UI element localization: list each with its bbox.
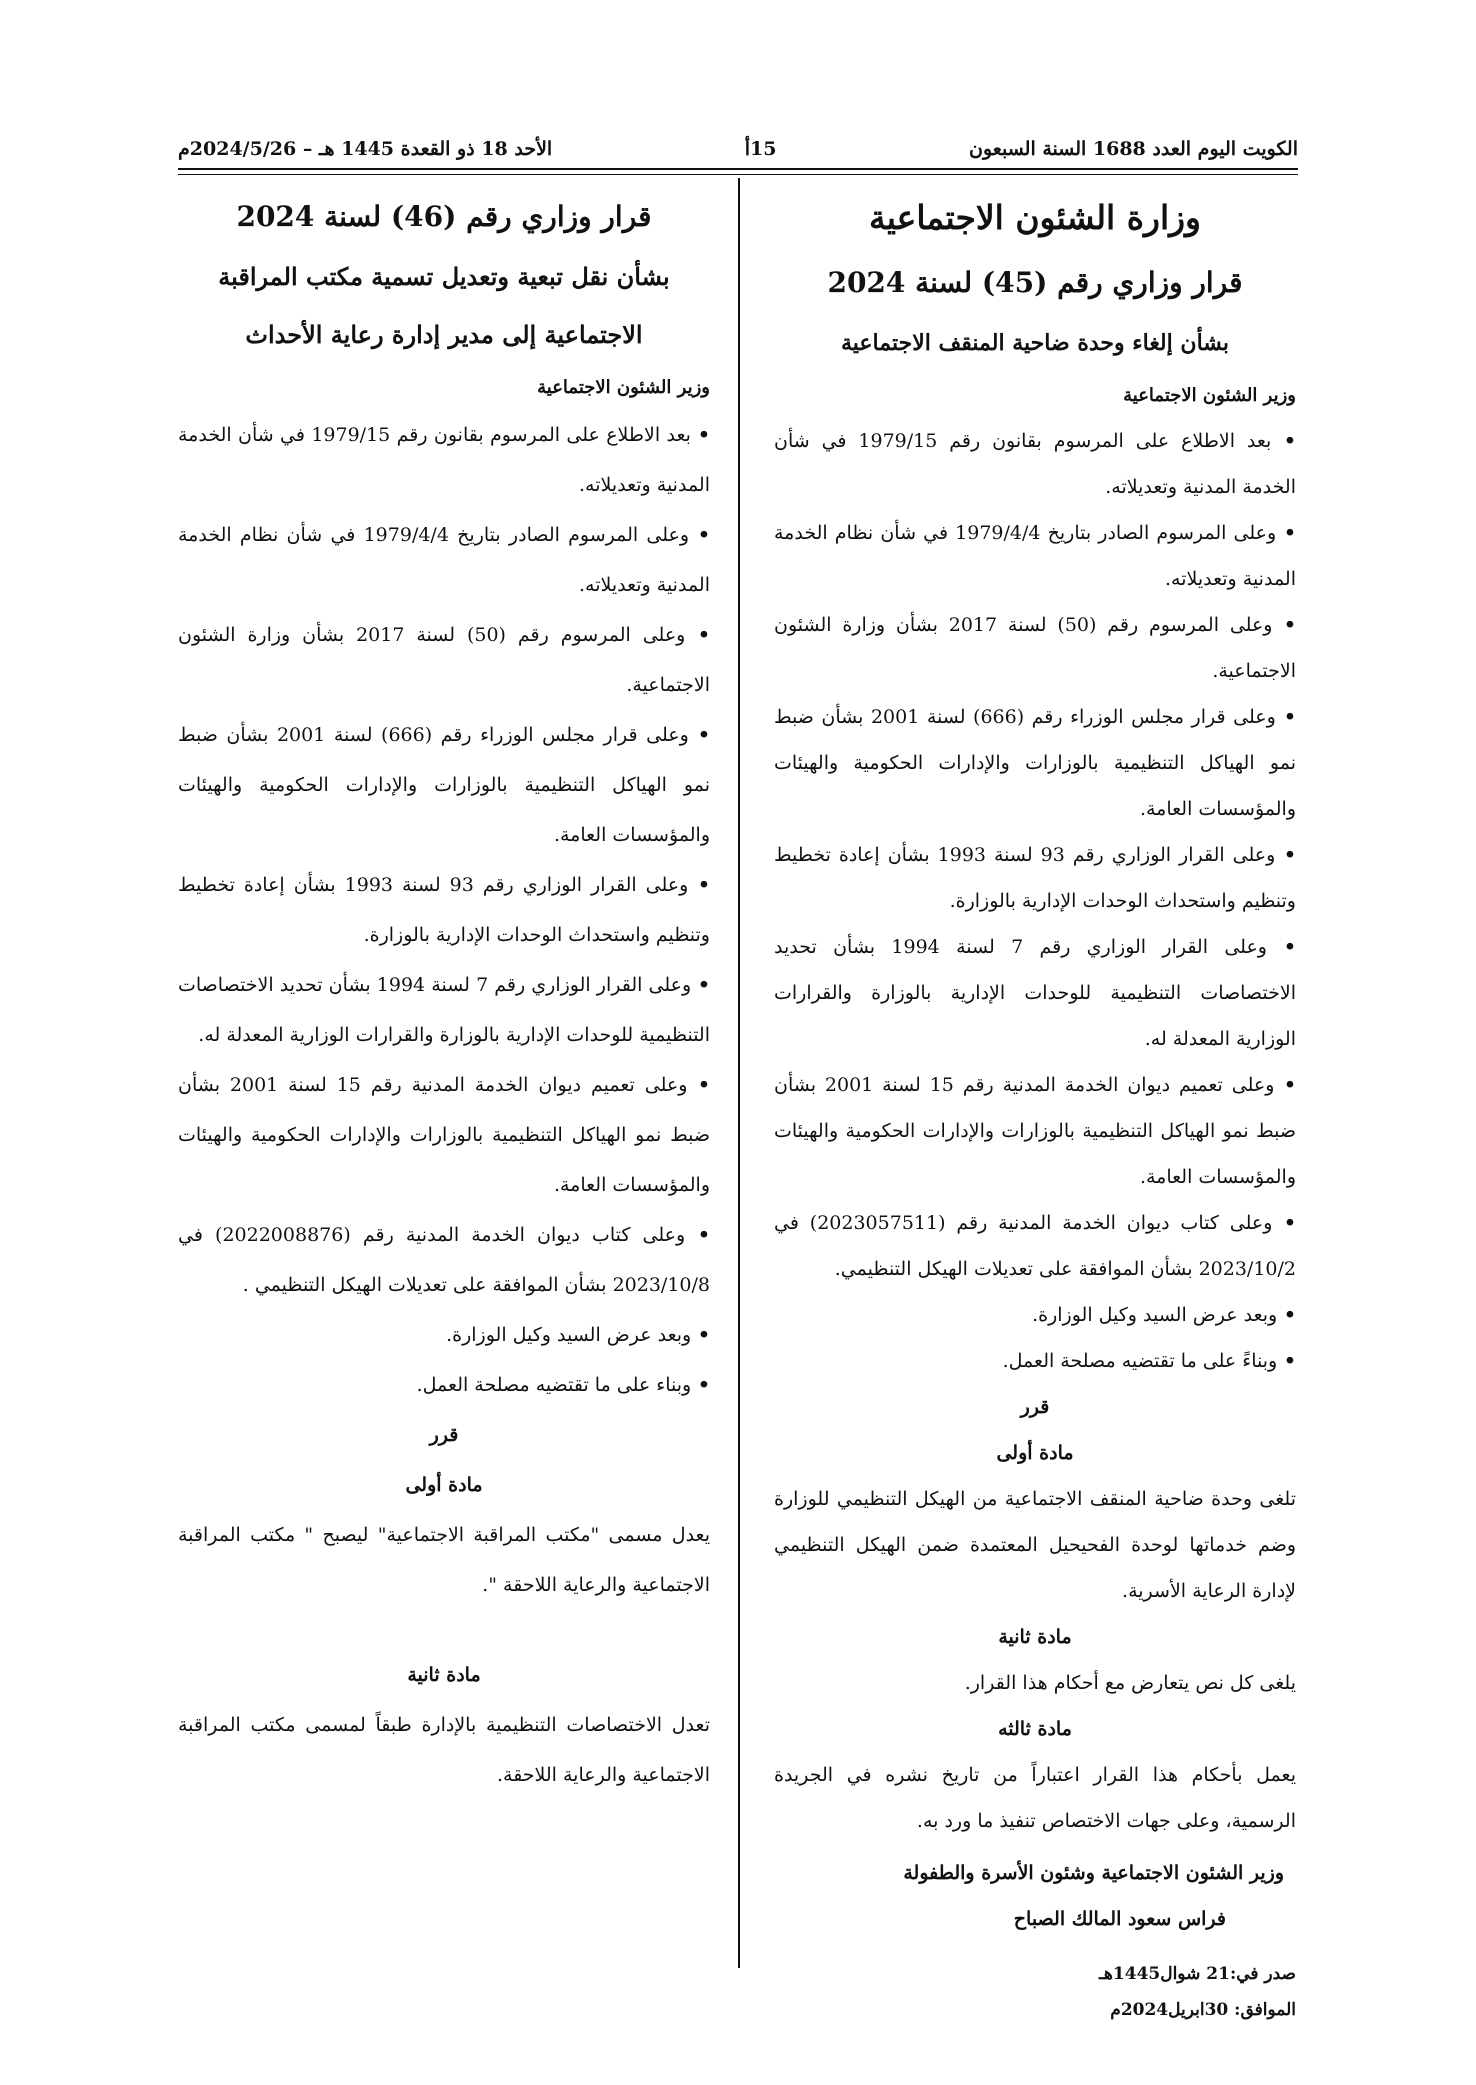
article-2-text: يلغى كل نص يتعارض مع أحكام هذا القرار. bbox=[964, 1672, 1296, 1694]
article-1-title: مادة أولى bbox=[996, 1442, 1074, 1464]
preamble-item: • وعلى كتاب ديوان الخدمة المدنية رقم (2023057511) في 2023/10/2 بشأن الموافقة على تعديلات الهيكل التنظيمي. bbox=[774, 1200, 1296, 1292]
preamble-item: • بعد الاطلاع على المرسوم بقانون رقم 1979/15 في شأن الخدمة المدنية وتعديلاته. bbox=[774, 418, 1296, 510]
decree-45-column bbox=[774, 180, 1296, 2028]
article-3-text: يعمل بأحكام هذا القرار اعتباراً من تاريخ نشره في الجريدة الرسمية، وعلى جهات الاختصاص تنفيذ ما ورد به. bbox=[774, 1764, 1296, 1832]
header-date: الأحد 18 ذو القعدة 1445 هـ – 2024/5/26م bbox=[178, 138, 553, 160]
header-rule-thin bbox=[178, 174, 1298, 175]
minister-line: وزير الشئون الاجتماعية bbox=[1123, 385, 1296, 406]
preamble-item: • وعلى القرار الوزاري رقم 7 لسنة 1994 بشأن تحديد الاختصاصات التنظيمية للوحدات الإدارية بالوزارة والقرارات الوزارية المعدلة له. bbox=[178, 960, 710, 1060]
preamble-item: • وبعد عرض السيد وكيل الوزارة. bbox=[178, 1310, 710, 1360]
preamble-item: • وعلى المرسوم رقم (50) لسنة 2017 بشأن وزارة الشئون الاجتماعية. bbox=[178, 610, 710, 710]
decided-label: قرر bbox=[429, 1424, 459, 1446]
header-issue-info: الكويت اليوم العدد 1688 السنة السبعون bbox=[969, 138, 1298, 160]
preamble-item: • وعلى كتاب ديوان الخدمة المدنية رقم (2022008876) في 2023/10/8 بشأن الموافقة على تعديلات الهيكل التنظيمي . bbox=[178, 1210, 710, 1310]
column-divider bbox=[738, 178, 740, 1968]
decree-45-title: قرار وزاري رقم (45) لسنة 2024 bbox=[827, 266, 1243, 299]
preamble-item: • وعلى القرار الوزاري رقم 93 لسنة 1993 بشأن إعادة تخطيط وتنظيم واستحداث الوحدات الإدارية بالوزارة. bbox=[774, 832, 1296, 924]
article-2-title: مادة ثانية bbox=[998, 1626, 1072, 1648]
decree-46-subject-line-1: بشأن نقل تبعية وتعديل تسمية مكتب المراقبة bbox=[218, 262, 670, 291]
preamble-item: • وعلى المرسوم الصادر بتاريخ 1979/4/4 في شأن نظام الخدمة المدنية وتعديلاته. bbox=[178, 510, 710, 610]
decree-45-subject: بشأن إلغاء وحدة ضاحية المنقف الاجتماعية bbox=[840, 330, 1230, 356]
signature-name: فراس سعود المالك الصباح bbox=[1013, 1908, 1226, 1930]
article-1-title: مادة أولى bbox=[405, 1474, 483, 1496]
decree-46-title: قرار وزاري رقم (46) لسنة 2024 bbox=[236, 200, 652, 233]
preamble-item: • وعلى القرار الوزاري رقم 7 لسنة 1994 بشأن تحديد الاختصاصات التنظيمية للوحدات الإدارية بالوزارة والقرارات الوزارية المعدلة له. bbox=[774, 924, 1296, 1062]
preamble-item: • وبعد عرض السيد وكيل الوزارة. bbox=[774, 1292, 1296, 1338]
article-1-text: تلغى وحدة ضاحية المنقف الاجتماعية من الهيكل التنظيمي للوزارة وضم خدماتها لوحدة الفحيحيل المعتمدة ضمن الهيكل التنظيمي لإدارة الرعاية الأسرية. bbox=[774, 1488, 1296, 1602]
decree-46-subject-line-2: الاجتماعية إلى مدير إدارة رعاية الأحداث bbox=[245, 320, 643, 349]
preamble-item: • وعلى تعميم ديوان الخدمة المدنية رقم 15 لسنة 2001 بشأن ضبط نمو الهياكل التنظيمية بالوزارات والإدارات الحكومية والهيئات والمؤسسات العامة. bbox=[178, 1060, 710, 1210]
spacer bbox=[178, 1610, 710, 1650]
header-page-number: 15أ bbox=[744, 138, 777, 160]
issued-date-gregorian: الموافق: 30ابريل2024م bbox=[1110, 2000, 1296, 2020]
preamble-item: • وعلى القرار الوزاري رقم 93 لسنة 1993 بشأن إعادة تخطيط وتنظيم واستحداث الوحدات الإدارية بالوزارة. bbox=[178, 860, 710, 960]
issued-date-hijri: صدر في:21 شوال1445هـ bbox=[1098, 1964, 1296, 1984]
article-2-title: مادة ثانية bbox=[407, 1664, 481, 1686]
article-2-text: تعدل الاختصاصات التنظيمية بالإدارة طبقاً لمسمى مكتب المراقبة الاجتماعية والرعاية اللاحقة. bbox=[178, 1714, 710, 1786]
decree-46-column bbox=[178, 180, 710, 1800]
decided-label: قرر bbox=[1020, 1396, 1050, 1418]
preamble-item: • وبناء على ما تقتضيه مصلحة العمل. bbox=[178, 1360, 710, 1410]
preamble-item: • وعلى المرسوم الصادر بتاريخ 1979/4/4 في شأن نظام الخدمة المدنية وتعديلاته. bbox=[774, 510, 1296, 602]
preamble-item: • وعلى تعميم ديوان الخدمة المدنية رقم 15 لسنة 2001 بشأن ضبط نمو الهياكل التنظيمية بالوزارات والإدارات الحكومية والهيئات والمؤسسات العامة. bbox=[774, 1062, 1296, 1200]
signature-title: وزير الشئون الاجتماعية وشئون الأسرة والطفولة bbox=[903, 1862, 1284, 1884]
article-1-text: يعدل مسمى "مكتب المراقبة الاجتماعية" ليصبح " مكتب المراقبة الاجتماعية والرعاية اللاحقة ". bbox=[178, 1524, 710, 1596]
preamble-item: • وعلى قرار مجلس الوزراء رقم (666) لسنة 2001 بشأن ضبط نمو الهياكل التنظيمية بالوزارات والإدارات الحكومية والهيئات والمؤسسات العامة. bbox=[178, 710, 710, 860]
preamble-item: • بعد الاطلاع على المرسوم بقانون رقم 1979/15 في شأن الخدمة المدنية وتعديلاته. bbox=[178, 410, 710, 510]
minister-line: وزير الشئون الاجتماعية bbox=[537, 377, 710, 398]
preamble-item: • وعلى المرسوم رقم (50) لسنة 2017 بشأن وزارة الشئون الاجتماعية. bbox=[774, 602, 1296, 694]
preamble-item: • وعلى قرار مجلس الوزراء رقم (666) لسنة 2001 بشأن ضبط نمو الهياكل التنظيمية بالوزارات والإدارات الحكومية والهيئات والمؤسسات العامة. bbox=[774, 694, 1296, 832]
header-rule bbox=[178, 168, 1298, 170]
preamble-item: • وبناءً على ما تقتضيه مصلحة العمل. bbox=[774, 1338, 1296, 1384]
ministry-title: وزارة الشئون الاجتماعية bbox=[869, 198, 1201, 237]
article-3-title: مادة ثالثه bbox=[998, 1718, 1072, 1740]
page-header bbox=[178, 120, 1298, 160]
